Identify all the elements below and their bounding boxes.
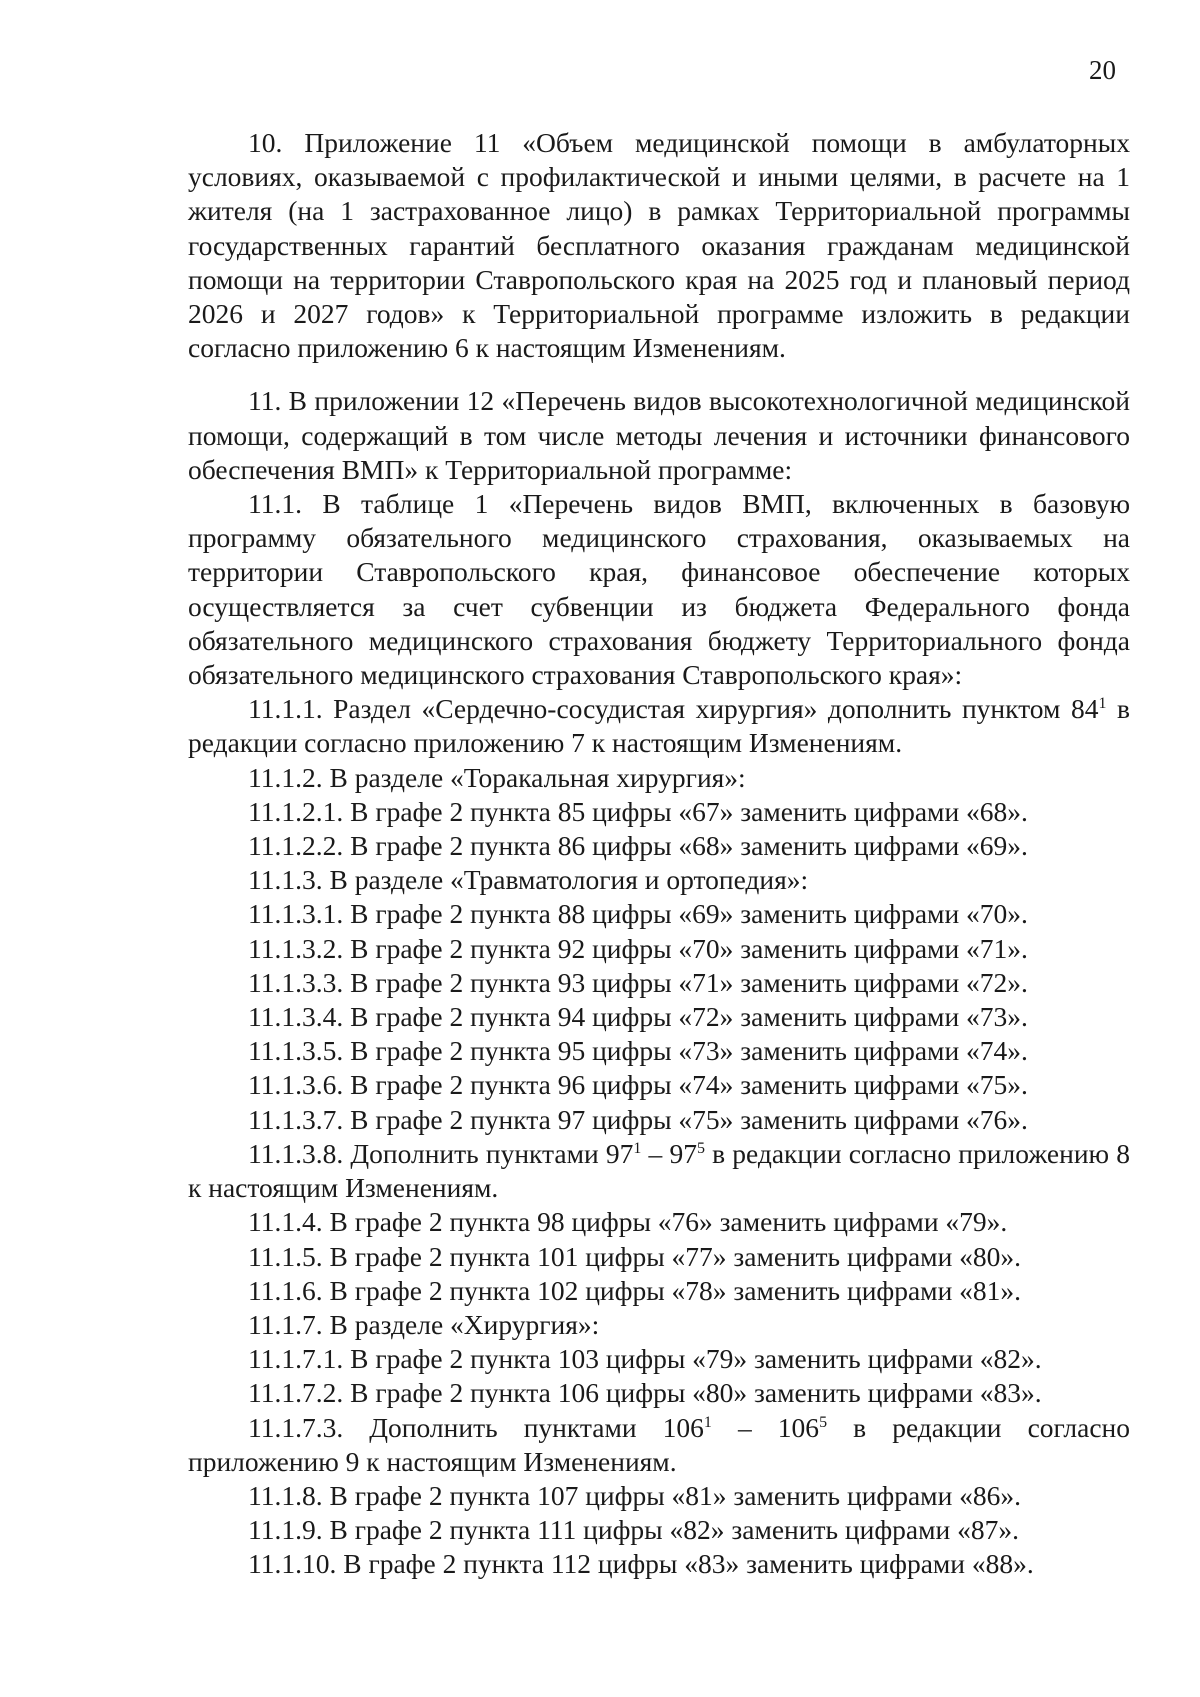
paragraph-11-1-7-3-text-c: в редакции согласно приложению 9 к настоящим Изменениям. [188,1411,1131,1477]
page-number: 20 [1089,55,1116,85]
paragraph-11-1-1-text-b: в редакции согласно приложению 7 к настоящим Изменениям. [188,693,1130,759]
paragraph-11-1-7: 11.1.7. В разделе «Хирургия»: [248,1308,600,1340]
superscript: 1 [633,1139,642,1157]
paragraph-11-1-3-8-text-c: в редакции согласно приложению 8 к настоящим Изменениям. [188,1137,1130,1204]
superscript: 5 [819,1413,828,1431]
paragraph-11-1-4: 11.1.4. В графе 2 пункта 98 цифры «76» заменить цифрами «79». [248,1206,1008,1238]
paragraph-11-1-6: 11.1.6. В графе 2 пункта 102 цифры «78» заменить цифрами «81». [248,1274,1022,1306]
paragraph-11-1-7-3 [188,1411,1130,1479]
paragraph-11-1-3-6: 11.1.3.6. В графе 2 пункта 96 цифры «74» заменить цифрами «75». [248,1069,1028,1101]
superscript: 1 [1098,695,1107,713]
document-body [188,126,1130,1582]
paragraph-11-1: 11.1. В таблице 1 «Перечень видов ВМП, включенных в базовую программу обязательного медицинского страхования, оказываемых на территории Ставропольского края, финансовое обеспечение которых осуществляется за счет субвенции из бюджета Федерального фонда обязательного медицинского страхования бюджету Территориального фонда обязательного медицинского страхования Ставропольского края»: [188,488,1130,691]
paragraph-11-1-2: 11.1.2. В разделе «Торакальная хирургия»: [248,761,746,793]
paragraph-11-1-3-5: 11.1.3.5. В графе 2 пункта 95 цифры «73» заменить цифрами «74». [248,1035,1028,1067]
paragraph-11-1-3-2: 11.1.3.2. В графе 2 пункта 92 цифры «70» заменить цифрами «71». [248,932,1028,964]
paragraph-11-1-7-2: 11.1.7.2. В графе 2 пункта 106 цифры «80» заменить цифрами «83». [248,1377,1042,1409]
paragraph-11-1-3-1: 11.1.3.1. В графе 2 пункта 88 цифры «69» заменить цифрами «70». [248,898,1028,930]
paragraph-11-1-7-3-text-b: – 106 [711,1411,820,1443]
paragraph-11-1-9: 11.1.9. В графе 2 пункта 111 цифры «82» заменить цифрами «87». [248,1514,1020,1546]
paragraph-11-1-3-4: 11.1.3.4. В графе 2 пункта 94 цифры «72» заменить цифрами «73». [248,1001,1028,1033]
paragraph-11-1-7-1: 11.1.7.1. В графе 2 пункта 103 цифры «79» заменить цифрами «82». [248,1343,1042,1375]
paragraph-11-1-10: 11.1.10. В графе 2 пункта 112 цифры «83» заменить цифрами «88». [248,1548,1034,1580]
paragraph-11-1-3-7: 11.1.3.7. В графе 2 пункта 97 цифры «75» заменить цифрами «76». [248,1103,1028,1135]
paragraph-11-1-8: 11.1.8. В графе 2 пункта 107 цифры «81» заменить цифрами «86». [248,1479,1022,1511]
paragraph-11: 11. В приложении 12 «Перечень видов высокотехнологичной медицинской помощи, содержащий в том числе методы лечения и источники финансового обеспечения ВМП» к Территориальной программе: [188,385,1130,485]
superscript: 1 [703,1413,712,1431]
paragraph-11-1-3-3: 11.1.3.3. В графе 2 пункта 93 цифры «71» заменить цифрами «72». [248,966,1028,998]
paragraph-11-1-3-8-text-b: – 97 [641,1137,697,1169]
paragraph-11-1-2-1: 11.1.2.1. В графе 2 пункта 85 цифры «67» заменить цифрами «68». [248,795,1028,827]
paragraph-10: 10. Приложение 11 «Объем медицинской помощи в амбулаторных условиях, оказываемой с профилактической и иными целями, в расчете на 1 жителя (на 1 застрахованное лицо) в рамках Территориальной программы государственных гарантий бесплатного оказания гражданам медицинской помощи на территории Ставропольского края на 2025 год и плановый период 2026 и 2027 годов» к Территориальной программе изложить в редакции согласно приложению 6 к настоящим Изменениям. [188,127,1130,364]
paragraph-gap [188,365,1130,384]
paragraph-11-1-1 [188,692,1130,760]
paragraph-11-1-7-3-text-a: 11.1.7.3. Дополнить пунктами 106 [248,1411,704,1443]
paragraph-11-1-3-8-text-a: 11.1.3.8. Дополнить пунктами 97 [248,1137,634,1169]
superscript: 5 [696,1139,705,1157]
paragraph-11-1-3: 11.1.3. В разделе «Травматология и ортопедия»: [248,864,809,896]
paragraph-11-1-5: 11.1.5. В графе 2 пункта 101 цифры «77» заменить цифрами «80». [248,1240,1022,1272]
paragraph-11-1-1-text-a: 11.1.1. Раздел «Сердечно-сосудистая хирургия» дополнить пунктом 84 [248,693,1099,725]
paragraph-11-1-3-8 [188,1137,1130,1205]
paragraph-11-1-2-2: 11.1.2.2. В графе 2 пункта 86 цифры «68» заменить цифрами «69». [248,830,1028,862]
